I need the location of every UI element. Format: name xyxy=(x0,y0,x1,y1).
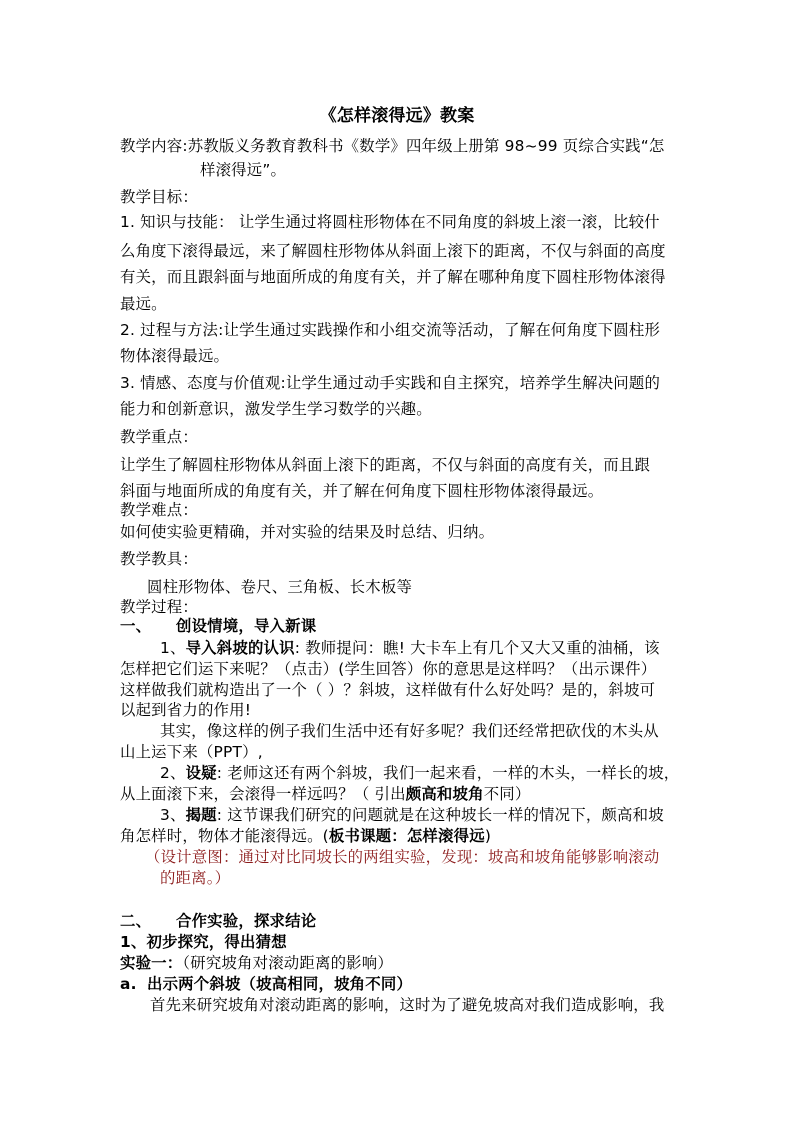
content-line-2: 样滚得远”。 xyxy=(200,161,287,179)
goal-1-line-2: 么角度下滚得最远，来了解圆柱形物体从斜面上滚下的距离，不仅与斜面的高度 xyxy=(120,242,666,260)
goal-1-line-4: 最远。 xyxy=(120,295,167,313)
design-note-line-1: （设计意图：通过对比同坡长的两组实验，发现：坡高和坡角能够影响滚动 xyxy=(145,848,660,866)
section-1-title: 创设情境，导入新课 xyxy=(176,617,317,635)
point-2-number: 2、 xyxy=(160,764,186,782)
point-3-text-a: 角怎样时，物体才能滚得远。( xyxy=(120,827,329,845)
tools-heading: 教学教具： xyxy=(120,550,198,568)
point-3-number: 3、 xyxy=(160,806,186,824)
difficulty-line: 如何使实验更精确，并对实验的结果及时总结、归纳。 xyxy=(120,523,495,541)
point-1-number: 1、 xyxy=(160,639,186,657)
point-2-line-1 xyxy=(160,763,679,783)
final-line: 首先来研究坡角对滚动距离的影响，这时为了避免坡高对我们造成影响，我 xyxy=(150,996,665,1014)
point-3-line-1 xyxy=(160,805,664,825)
key-point-line-1: 让学生了解圆柱形物体从斜面上滚下的距离，不仅与斜面的高度有关，而且跟 xyxy=(120,456,651,474)
point-1-line-3: 这样做我们就构造出了一个（ ）？斜坡，这样做有什么好处吗？是的，斜坡可 xyxy=(120,681,656,699)
goal-1-line-1: 1. 知识与技能： 让学生通过将圆柱形物体在不同角度的斜坡上滚一滚，比较什 xyxy=(120,213,660,231)
subsection-1-heading: 1、初步探究，得出猜想 xyxy=(120,933,287,951)
point-1-line-1 xyxy=(160,638,660,658)
point-2-text-c: 不同） xyxy=(483,785,531,803)
process-heading: 教学过程： xyxy=(120,598,198,616)
point-3-text: : 这节课我们研究的问题就是在这种坡长一样的情况下，颇高和坡 xyxy=(216,806,664,824)
point-3-text-b: 板书课题：怎样滚得远 xyxy=(328,827,485,845)
point-1-heading: 导入斜坡的认识 xyxy=(185,639,295,657)
point-1-text: : 教师提问：瞧! 大卡车上有几个又大又重的油桶，该 xyxy=(294,639,660,657)
goal-3-line-1: 3. 情感、态度与价值观:让学生通过动手实践和自主探究，培养学生解决问题的 xyxy=(120,374,661,392)
item-a-label: a. xyxy=(120,975,137,993)
key-point-heading: 教学重点： xyxy=(120,428,198,446)
section-2-title: 合作实验，探求结论 xyxy=(176,912,317,930)
difficulty-heading: 教学难点： xyxy=(120,501,198,519)
experiment-1-line xyxy=(120,953,393,973)
point-3-line-2 xyxy=(120,826,491,846)
point-2-text: : 老师这还有两个斜坡，我们一起来看，一样的木头，一样长的坡， xyxy=(216,764,680,782)
point-1b-line-2: 山上运下来（PPT）, xyxy=(120,743,263,761)
key-point-line-2: 斜面与地面所成的角度有关，并了解在何角度下圆柱形物体滚得最远。 xyxy=(120,482,604,500)
section-2-number: 二、 xyxy=(120,912,152,930)
page-title: 《怎样滚得远》教案 xyxy=(319,106,475,126)
content-line-1 xyxy=(120,136,665,156)
experiment-1-label: 实验一： xyxy=(120,954,183,972)
goal-1-line-3: 有关，而且跟斜面与地面所成的角度有关，并了解在哪种角度下圆柱形物体滚得 xyxy=(120,268,666,286)
point-1-line-4: 以起到省力的作用! xyxy=(120,701,252,719)
content-label: 教学内容: xyxy=(120,137,188,155)
point-3-text-c: ) xyxy=(484,827,492,845)
point-2-text-b: 颇高和坡角 xyxy=(405,785,484,803)
section-1-number: 一、 xyxy=(120,617,152,635)
goal-2-line-1: 2. 过程与方法:让学生通过实践操作和小组交流等活动，了解在何角度下圆柱形 xyxy=(120,321,661,339)
point-3-heading: 揭题 xyxy=(185,806,217,824)
point-2-line-2 xyxy=(120,784,530,804)
goal-2-line-2: 物体滚得最远。 xyxy=(120,347,230,365)
item-a-text: 出示两个斜坡（坡高相同，坡角不同） xyxy=(147,975,413,993)
content-text: 苏教版义务教育教科书《数学》四年级上册第 98~99 页综合实践“怎 xyxy=(187,137,665,155)
tools-line: 圆柱形物体、卷尺、三角板、长木板等 xyxy=(147,578,413,596)
point-1-line-2: 怎样把它们运下来呢？（点击）(学生回答）你的意思是这样吗？（出示课件） xyxy=(120,660,657,678)
point-1b-line-1: 其实，像这样的例子我们生活中还有好多呢？我们还经常把砍伐的木头从 xyxy=(160,722,659,740)
point-2-text-a: 从上面滚下来，会滚得一样远吗？（ 引出 xyxy=(120,785,406,803)
goals-heading: 教学目标： xyxy=(120,188,198,206)
point-2-heading: 设疑 xyxy=(185,764,217,782)
experiment-1-note: （研究坡角对滚动距离的影响） xyxy=(182,954,393,972)
goal-3-line-2: 能力和创新意识，激发学生学习数学的兴趣。 xyxy=(120,400,432,418)
design-note-line-2: 的距离。） xyxy=(160,869,231,887)
